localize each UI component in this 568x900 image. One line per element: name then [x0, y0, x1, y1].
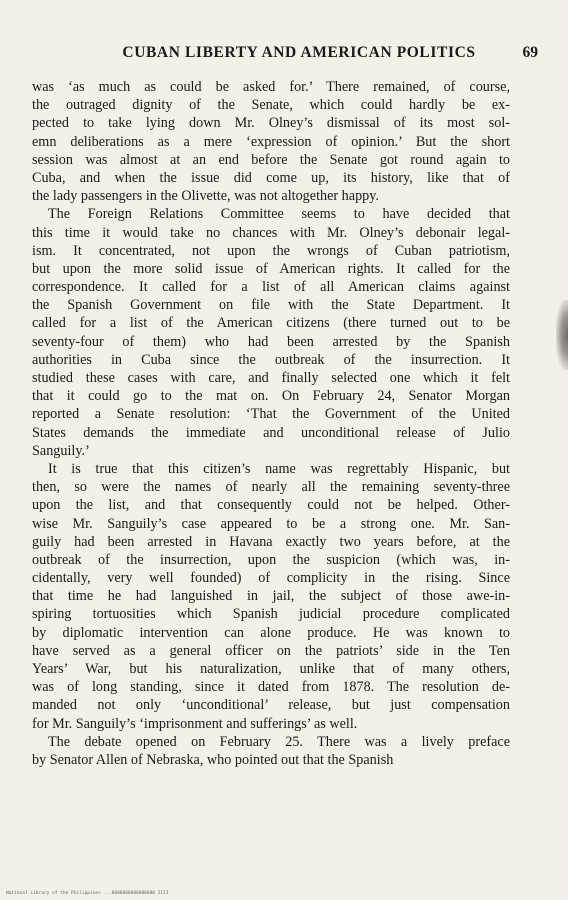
text-line: have served as a general officer on the patriots’ side in the Ten [32, 642, 510, 659]
text-line: The Foreign Relations Committee seems to have decided that [48, 206, 510, 223]
text-line: manded not only ‘unconditional’ release, but just compensation [32, 697, 510, 714]
text-line: then, so were the names of nearly all the remaining seventy-three [32, 479, 510, 496]
text-line: Years’ War, but his naturalization, unlike that of many others, [32, 661, 510, 677]
text-line: session was almost at an end before the Senate got round again to [32, 151, 510, 168]
text-line: that time he had languished in jail, the subject of those awe-in- [32, 588, 510, 605]
text-line: by Senator Allen of Nebraska, who pointed out that the Spanish [32, 751, 394, 768]
text-line: the lady passengers in the Olivette, was not altogether happy. [32, 188, 379, 205]
text-line: reported a Senate resolution: ‘That the Government of the United [32, 406, 510, 423]
paragraph [32, 205, 510, 460]
text-line: cidentally, very well founded) of complicity in the rising. Since [32, 570, 510, 587]
text-line: studied these cases with care, and finally selected one which it felt [32, 370, 510, 386]
page-header [60, 44, 538, 66]
text-line: this time it would take no chances with Mr. Olney’s debonair legal- [32, 224, 510, 241]
running-head: CUBAN LIBERTY AND AMERICAN POLITICS [122, 44, 476, 61]
text-line: the Spanish Government on file with the State Department. It [32, 297, 510, 314]
text-line: for Mr. Sanguily’s ‘imprisonment and sufferings’ as well. [32, 715, 358, 732]
text-line: spiring tortuosities which Spanish judicial procedure complicated [32, 606, 510, 623]
text-line: The debate opened on February 25. There was a lively preface [48, 733, 510, 750]
paragraph [32, 733, 510, 769]
text-line: emn deliberations as a mere ‘expression of opinion.’ But the short [32, 133, 510, 150]
text-line: outbreak of the insurrection, upon the suspicion (which was, in- [32, 551, 510, 568]
text-line: that it could go to the mat on. On February 24, Senator Morgan [32, 388, 510, 405]
body-text [32, 78, 510, 769]
text-line: was of long standing, since it dated from 1878. The resolution de- [32, 679, 510, 696]
text-line: wise Mr. Sanguily’s case appeared to be a strong one. Mr. San- [32, 515, 510, 532]
text-line: It is true that this citizen’s name was regrettably Hispanic, but [48, 460, 510, 477]
text-line: called for a list of the American citizens (there turned out to be [32, 315, 510, 332]
paragraph [32, 78, 510, 205]
text-line: by diplomatic intervention can alone produce. He was known to [32, 624, 510, 641]
scan-footer-stamp: National Library of the Philippines ...0000000000000000 IIII [6, 891, 169, 896]
page-number: 69 [522, 44, 538, 61]
text-line: upon the list, and that consequently could not be helped. Other- [32, 497, 510, 514]
paragraph [32, 460, 510, 733]
text-line: authorities in Cuba since the outbreak of the insurrection. It [32, 351, 510, 368]
text-line: pected to take lying down Mr. Olney’s dismissal of its most sol- [32, 115, 510, 132]
text-line: seventy-four of them) who had been arrested by the Spanish [32, 333, 510, 350]
text-line: guily had been arrested in Havana exactly two years before, at the [32, 533, 510, 550]
text-line: ism. It concentrated, not upon the wrongs of Cuban patriotism, [32, 242, 510, 259]
text-line: correspondence. It called for a list of all American claims against [32, 279, 510, 296]
text-line: but upon the more solid issue of American rights. It called for the [32, 260, 510, 277]
page-edge-shadow [556, 300, 568, 370]
text-line: States demands the immediate and unconditional release of Julio [32, 424, 510, 441]
text-line: Sanguily.’ [32, 442, 90, 459]
text-line: was ‘as much as could be asked for.’ There remained, of course, [32, 79, 510, 95]
text-line: Cuba, and when the issue did come up, its history, like that of [32, 169, 510, 186]
text-line: the outraged dignity of the Senate, which could hardly be ex- [32, 97, 510, 114]
